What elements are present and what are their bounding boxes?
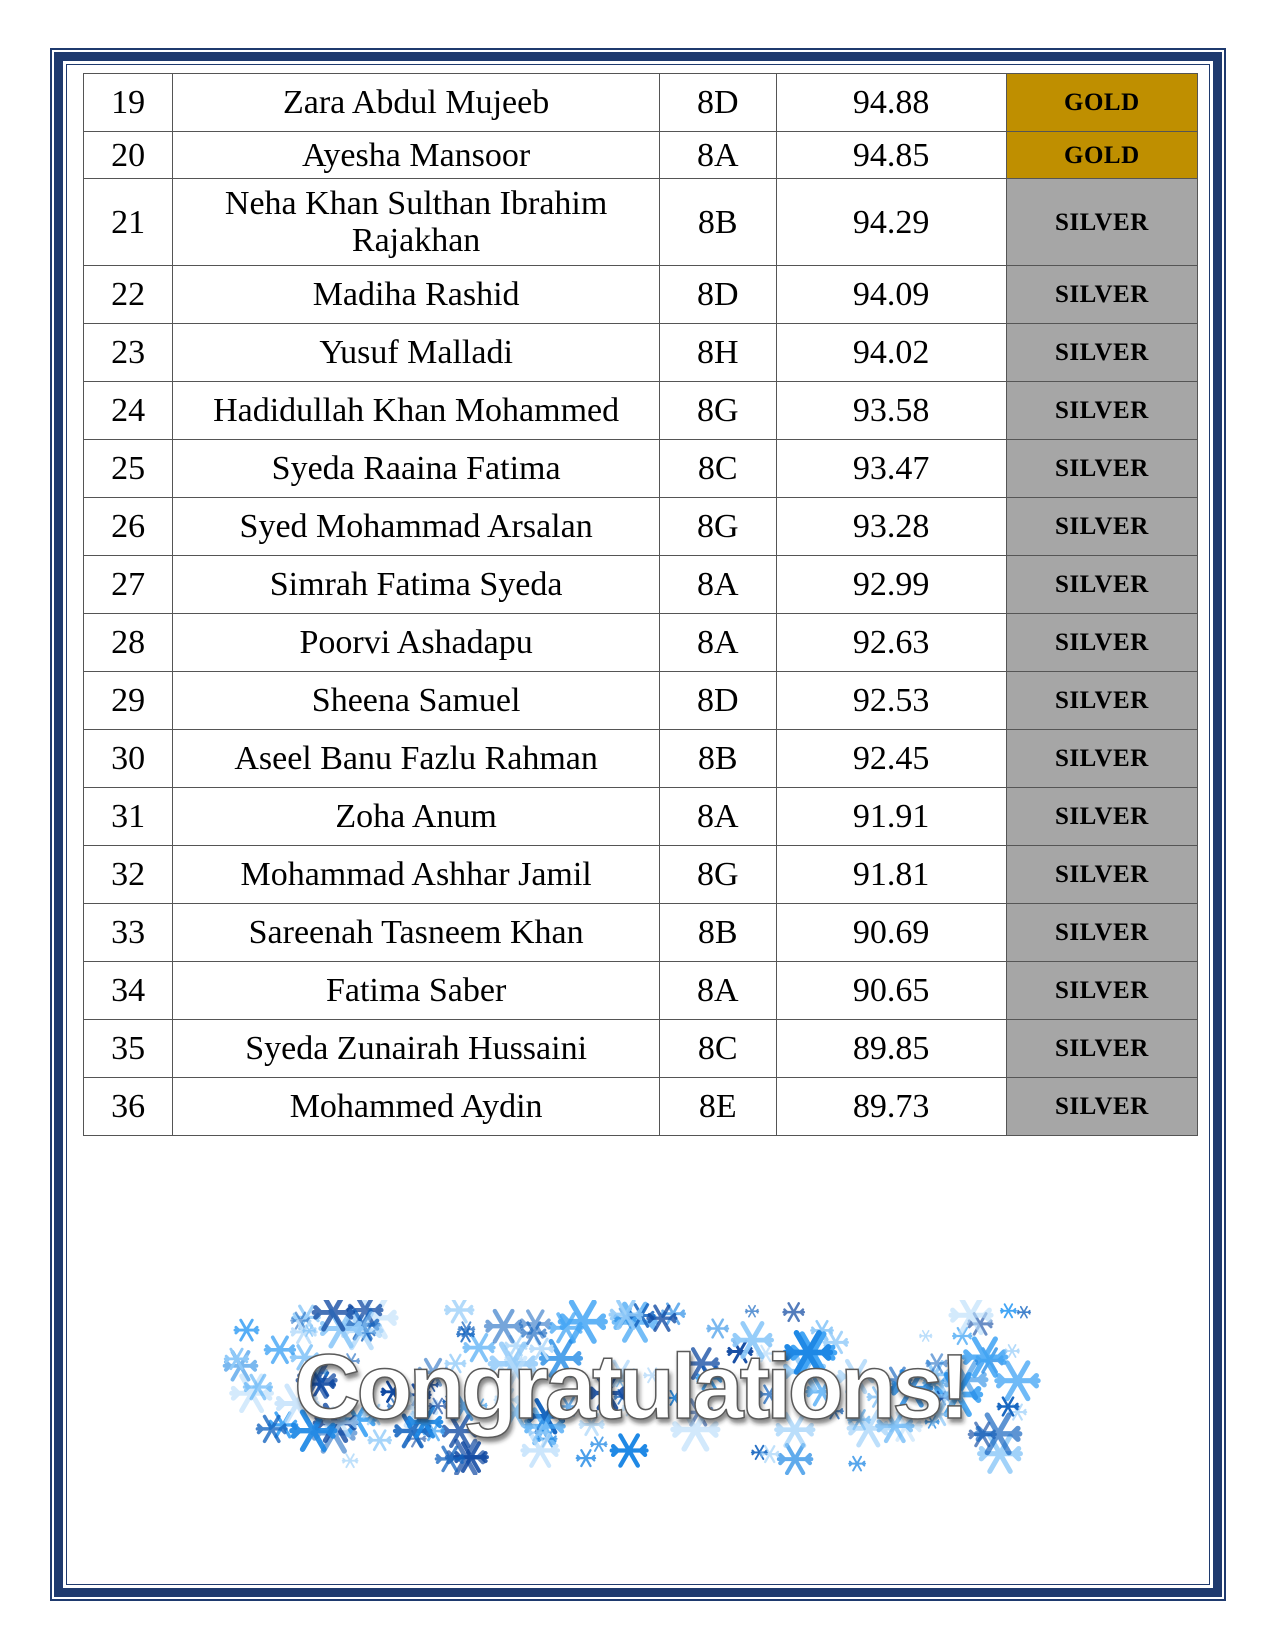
table-row <box>84 846 1198 904</box>
award-cell: SILVER <box>1006 324 1197 382</box>
score-cell: 92.99 <box>776 556 1006 614</box>
name-cell: Syeda Raaina Fatima <box>173 440 660 498</box>
award-cell: SILVER <box>1006 498 1197 556</box>
rank-cell: 32 <box>84 846 173 904</box>
class-cell: 8A <box>659 614 776 672</box>
class-cell: 8D <box>659 266 776 324</box>
award-cell: SILVER <box>1006 904 1197 962</box>
award-cell: SILVER <box>1006 962 1197 1020</box>
table-row <box>84 1020 1198 1078</box>
table-row <box>84 324 1198 382</box>
rank-cell: 20 <box>84 132 173 179</box>
award-cell: SILVER <box>1006 1078 1197 1136</box>
award-cell: SILVER <box>1006 788 1197 846</box>
score-cell: 93.28 <box>776 498 1006 556</box>
table-row <box>84 179 1198 266</box>
rank-cell: 27 <box>84 556 173 614</box>
rank-cell: 22 <box>84 266 173 324</box>
name-cell: Sareenah Tasneem Khan <box>173 904 660 962</box>
score-cell: 94.88 <box>776 74 1006 132</box>
rank-cell: 30 <box>84 730 173 788</box>
table-row <box>84 1078 1198 1136</box>
class-cell: 8B <box>659 904 776 962</box>
class-cell: 8E <box>659 1078 776 1136</box>
table-row <box>84 556 1198 614</box>
name-cell: Yusuf Malladi <box>173 324 660 382</box>
rank-cell: 33 <box>84 904 173 962</box>
award-cell: SILVER <box>1006 672 1197 730</box>
rank-cell: 36 <box>84 1078 173 1136</box>
class-cell: 8D <box>659 74 776 132</box>
score-cell: 92.63 <box>776 614 1006 672</box>
score-cell: 93.58 <box>776 382 1006 440</box>
rank-cell: 28 <box>84 614 173 672</box>
congratulations-text: Congratulations! <box>294 1336 966 1438</box>
score-cell: 90.65 <box>776 962 1006 1020</box>
table-row <box>84 498 1198 556</box>
name-cell: Syeda Zunairah Hussaini <box>173 1020 660 1078</box>
rank-cell: 23 <box>84 324 173 382</box>
table-row <box>84 440 1198 498</box>
score-cell: 94.29 <box>776 179 1006 266</box>
rank-cell: 34 <box>84 962 173 1020</box>
rank-cell: 31 <box>84 788 173 846</box>
score-cell: 91.81 <box>776 846 1006 904</box>
name-cell: Mohammad Ashhar Jamil <box>173 846 660 904</box>
award-cell: SILVER <box>1006 382 1197 440</box>
award-cell: SILVER <box>1006 266 1197 324</box>
score-cell: 94.09 <box>776 266 1006 324</box>
class-cell: 8B <box>659 179 776 266</box>
class-cell: 8D <box>659 672 776 730</box>
class-cell: 8H <box>659 324 776 382</box>
class-cell: 8G <box>659 382 776 440</box>
award-cell: SILVER <box>1006 846 1197 904</box>
score-cell: 92.53 <box>776 672 1006 730</box>
rank-cell: 19 <box>84 74 173 132</box>
score-cell: 92.45 <box>776 730 1006 788</box>
name-cell: Zoha Anum <box>173 788 660 846</box>
score-cell: 94.02 <box>776 324 1006 382</box>
table-row <box>84 74 1198 132</box>
class-cell: 8A <box>659 132 776 179</box>
award-cell: GOLD <box>1006 132 1197 179</box>
results-table <box>83 73 1198 1136</box>
name-cell: Fatima Saber <box>173 962 660 1020</box>
name-cell: Mohammed Aydin <box>173 1078 660 1136</box>
name-cell: Aseel Banu Fazlu Rahman <box>173 730 660 788</box>
name-cell: Madiha Rashid <box>173 266 660 324</box>
congratulations-banner <box>215 1300 1045 1475</box>
rank-cell: 35 <box>84 1020 173 1078</box>
class-cell: 8G <box>659 846 776 904</box>
table-row <box>84 266 1198 324</box>
award-cell: SILVER <box>1006 179 1197 266</box>
name-cell: Sheena Samuel <box>173 672 660 730</box>
congratulations-graphic <box>215 1300 1045 1475</box>
class-cell: 8G <box>659 498 776 556</box>
name-cell: Neha Khan Sulthan Ibrahim Rajakhan <box>173 179 660 266</box>
award-cell: SILVER <box>1006 614 1197 672</box>
class-cell: 8B <box>659 730 776 788</box>
name-cell: Hadidullah Khan Mohammed <box>173 382 660 440</box>
score-cell: 94.85 <box>776 132 1006 179</box>
table-row <box>84 788 1198 846</box>
class-cell: 8C <box>659 440 776 498</box>
rank-cell: 29 <box>84 672 173 730</box>
table-row <box>84 132 1198 179</box>
score-cell: 93.47 <box>776 440 1006 498</box>
score-cell: 89.85 <box>776 1020 1006 1078</box>
name-cell: Ayesha Mansoor <box>173 132 660 179</box>
score-cell: 90.69 <box>776 904 1006 962</box>
table-row <box>84 382 1198 440</box>
rank-cell: 24 <box>84 382 173 440</box>
table-row <box>84 962 1198 1020</box>
award-cell: SILVER <box>1006 730 1197 788</box>
name-cell: Simrah Fatima Syeda <box>173 556 660 614</box>
class-cell: 8A <box>659 962 776 1020</box>
score-cell: 89.73 <box>776 1078 1006 1136</box>
rank-cell: 26 <box>84 498 173 556</box>
name-cell: Syed Mohammad Arsalan <box>173 498 660 556</box>
table-row <box>84 672 1198 730</box>
name-cell: Poorvi Ashadapu <box>173 614 660 672</box>
class-cell: 8C <box>659 1020 776 1078</box>
name-cell: Zara Abdul Mujeeb <box>173 74 660 132</box>
award-cell: GOLD <box>1006 74 1197 132</box>
table-row <box>84 730 1198 788</box>
award-cell: SILVER <box>1006 440 1197 498</box>
results-body <box>84 74 1198 1136</box>
table-row <box>84 904 1198 962</box>
award-cell: SILVER <box>1006 1020 1197 1078</box>
table-row <box>84 614 1198 672</box>
class-cell: 8A <box>659 788 776 846</box>
class-cell: 8A <box>659 556 776 614</box>
award-cell: SILVER <box>1006 556 1197 614</box>
rank-cell: 21 <box>84 179 173 266</box>
score-cell: 91.91 <box>776 788 1006 846</box>
rank-cell: 25 <box>84 440 173 498</box>
